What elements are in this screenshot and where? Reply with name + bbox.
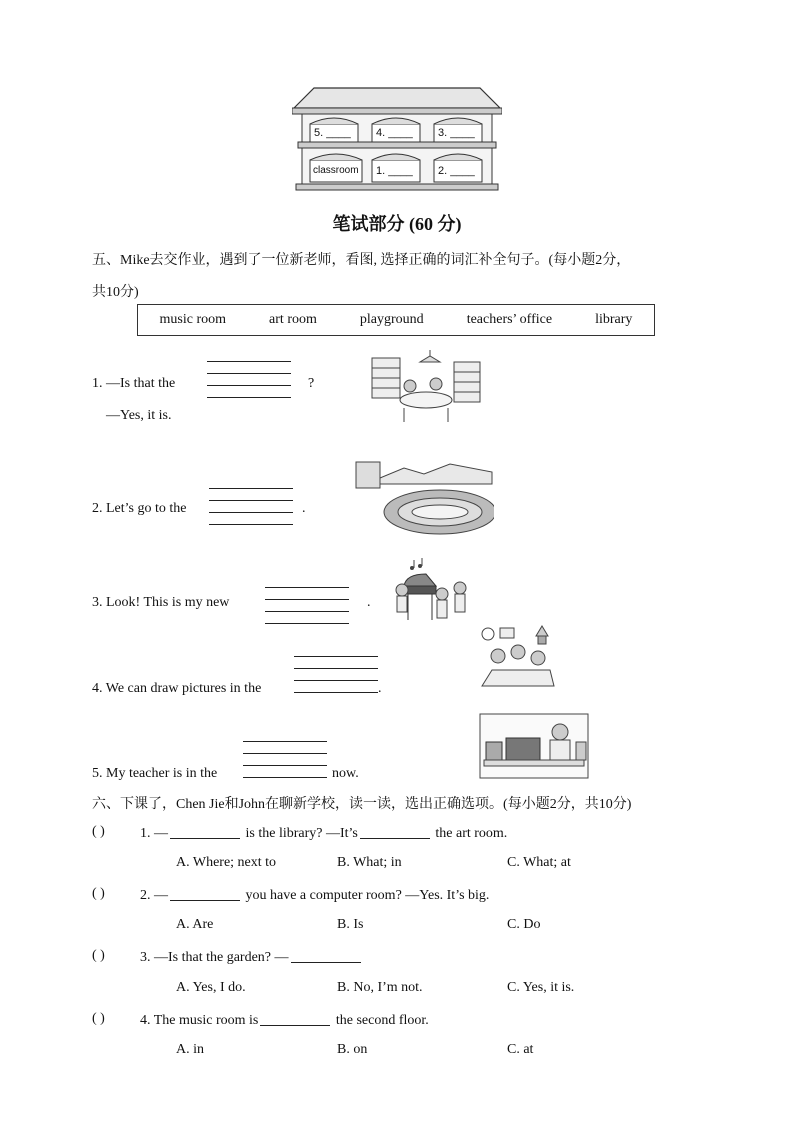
section5-heading-cont: 共10分) bbox=[92, 285, 139, 300]
s6-q3-paren[interactable]: ( ) bbox=[92, 948, 105, 963]
room-label-2: 2. ____ bbox=[438, 165, 475, 177]
word-library: library bbox=[595, 312, 633, 327]
s6-q1-blank-1[interactable] bbox=[170, 824, 240, 839]
s6-q2-option-c[interactable]: C. Do bbox=[507, 917, 541, 932]
library-picture bbox=[370, 348, 482, 424]
music-room-picture bbox=[392, 556, 472, 628]
s6-q1-paren[interactable]: ( ) bbox=[92, 824, 105, 839]
q2-text: 2. Let’s go to the bbox=[92, 501, 187, 516]
q1-writing-lines[interactable] bbox=[207, 361, 291, 409]
s6-q1-stem bbox=[140, 824, 507, 842]
word-bank bbox=[137, 304, 655, 336]
s6-q2-pre: 2. — bbox=[140, 888, 168, 903]
word-music-room: music room bbox=[159, 312, 227, 327]
playground-picture bbox=[354, 458, 494, 536]
s6-q2-option-a[interactable]: A. Are bbox=[176, 917, 214, 932]
q1-mark: ? bbox=[308, 376, 315, 391]
s6-q3-pre: 3. —Is that the garden? — bbox=[140, 950, 289, 965]
s6-q4-paren[interactable]: ( ) bbox=[92, 1011, 105, 1026]
q3-end: . bbox=[367, 595, 371, 610]
s6-q1-blank-2[interactable] bbox=[360, 824, 430, 839]
page-title: 笔试部分 (60 分) bbox=[332, 214, 462, 234]
s6-q3-option-c[interactable]: C. Yes, it is. bbox=[507, 980, 575, 995]
room-label-1: 1. ____ bbox=[376, 165, 413, 177]
s6-q2-blank[interactable] bbox=[170, 886, 240, 901]
s6-q4-stem bbox=[140, 1011, 429, 1029]
s6-q3-option-a[interactable]: A. Yes, I do. bbox=[176, 980, 246, 995]
s6-q2-mid: you have a computer room? —Yes. It’s big. bbox=[245, 888, 490, 903]
q4-writing-lines[interactable] bbox=[294, 656, 378, 704]
q2-end: . bbox=[302, 501, 306, 516]
s6-q3-blank[interactable] bbox=[291, 948, 361, 963]
s6-q1-option-c[interactable]: C. What; at bbox=[507, 855, 571, 870]
s6-q1-post: the art room. bbox=[435, 826, 508, 841]
room-label-classroom: classroom bbox=[313, 165, 359, 176]
room-label-4: 4. ____ bbox=[376, 127, 413, 139]
q1-answer: —Yes, it is. bbox=[106, 408, 172, 423]
s6-q4-mid: the second floor. bbox=[335, 1013, 429, 1028]
q5-text: 5. My teacher is in the bbox=[92, 766, 218, 781]
s6-q1-pre: 1. — bbox=[140, 826, 168, 841]
s6-q1-option-a[interactable]: A. Where; next to bbox=[176, 855, 277, 870]
s6-q4-blank[interactable] bbox=[260, 1011, 330, 1026]
q5-end: now. bbox=[332, 766, 359, 781]
s6-q4-option-a[interactable]: A. in bbox=[176, 1042, 204, 1057]
q4-end: . bbox=[378, 681, 382, 696]
s6-q2-paren[interactable]: ( ) bbox=[92, 886, 105, 901]
s6-q3-option-b[interactable]: B. No, I’m not. bbox=[337, 980, 423, 995]
room-label-5: 5. ____ bbox=[314, 127, 351, 139]
room-label-3: 3. ____ bbox=[438, 127, 475, 139]
word-art-room: art room bbox=[269, 312, 317, 327]
q3-text: 3. Look! This is my new bbox=[92, 595, 230, 610]
q5-writing-lines[interactable] bbox=[243, 741, 327, 789]
word-playground: playground bbox=[359, 312, 424, 327]
q1-text: 1. —Is that the bbox=[92, 376, 176, 391]
section5-heading: 五、Mike去交作业，遇到了一位新老师，看图, 选择正确的词汇补全句子。(每小题2分， bbox=[92, 253, 631, 268]
section6-heading: 六、下课了，Chen Jie和John在聊新学校，读一读，选出正确选项。(每小题2分，共10分) bbox=[92, 797, 632, 812]
s6-q4-option-c[interactable]: C. at bbox=[507, 1042, 534, 1057]
s6-q2-stem bbox=[140, 886, 489, 904]
art-room-picture bbox=[478, 622, 556, 694]
s6-q4-option-b[interactable]: B. on bbox=[337, 1042, 368, 1057]
q2-writing-lines[interactable] bbox=[209, 488, 293, 536]
q4-text: 4. We can draw pictures in the bbox=[92, 681, 262, 696]
s6-q2-option-b[interactable]: B. Is bbox=[337, 917, 364, 932]
s6-q3-stem bbox=[140, 948, 363, 966]
teachers-office-picture bbox=[478, 712, 590, 780]
word-teachers-office: teachers’ office bbox=[466, 312, 553, 327]
s6-q1-option-b[interactable]: B. What; in bbox=[337, 855, 402, 870]
q3-writing-lines[interactable] bbox=[265, 587, 349, 635]
s6-q1-mid: is the library? —It’s bbox=[245, 826, 358, 841]
s6-q4-pre: 4. The music room is bbox=[140, 1013, 259, 1028]
